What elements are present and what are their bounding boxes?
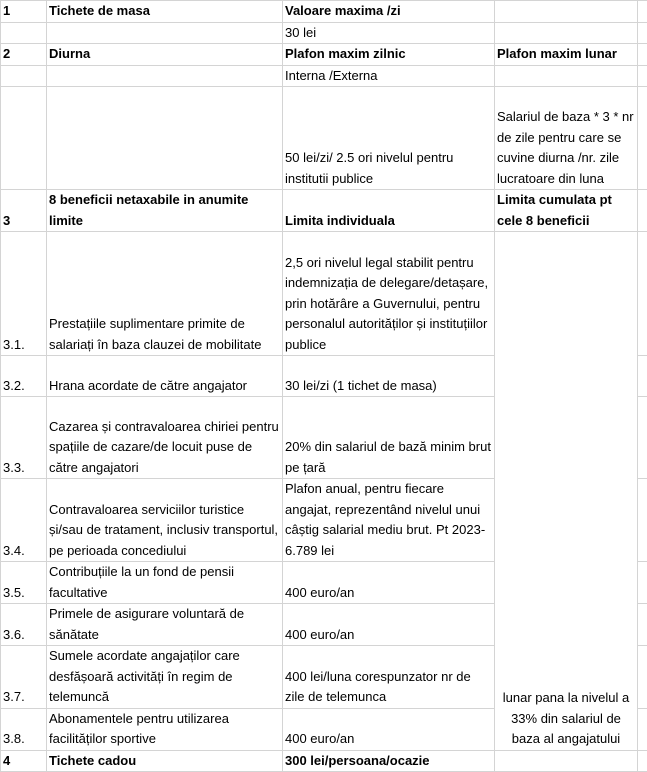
limit-value[interactable]: 300 lei/persoana/ocazie [283, 750, 495, 772]
row-number[interactable]: 3.4. [1, 479, 47, 562]
limit-value[interactable]: Plafon anual, pentru fiecare angajat, reprezentând nivelul unui câștig salarial mediu brut. Pt 2023-6.789 lei [283, 479, 495, 562]
limit-value[interactable]: 30 lei/zi (1 tichet de masa) [283, 356, 495, 397]
limit-value[interactable]: 2,5 ori nivelul legal stabilit pentru indemnizația de delegare/detașare, prin hotărâre a Guvernului, pentru personalul autorităților și instituțiilor publice [283, 232, 495, 356]
empty-cell[interactable] [1, 65, 47, 87]
scope-value[interactable]: Interna /Externa [283, 65, 495, 87]
row-number[interactable]: 1 [1, 1, 47, 23]
empty-cell[interactable] [495, 1, 638, 23]
row-number[interactable]: 3.3. [1, 397, 47, 479]
limit-value[interactable]: 20% din salariul de bază minim brut pe țară [283, 397, 495, 479]
benefit-label[interactable]: Contribuțiile la un fond de pensii facultative [47, 562, 283, 604]
empty-cell[interactable] [638, 646, 647, 709]
empty-cell[interactable] [47, 22, 283, 44]
row-number[interactable]: 3.6. [1, 604, 47, 646]
benefit-label[interactable]: Diurna [47, 44, 283, 66]
row-number[interactable]: 3.2. [1, 356, 47, 397]
benefit-label[interactable]: Primele de asigurare voluntară de sănătate [47, 604, 283, 646]
empty-cell[interactable] [1, 22, 47, 44]
empty-cell[interactable] [638, 397, 647, 479]
cumulative-header[interactable]: Limita cumulata pt cele 8 beneficii [495, 190, 638, 232]
row-number[interactable]: 3.1. [1, 232, 47, 356]
row-number[interactable]: 3 [1, 190, 47, 232]
row-number[interactable]: 3.7. [1, 646, 47, 709]
monthly-value[interactable]: Salariul de baza * 3 * nr de zile pentru care se cuvine diurna /nr. zile lucratoare din luna [495, 87, 638, 190]
limit-value[interactable]: 400 euro/an [283, 604, 495, 646]
table-row [1, 87, 647, 190]
empty-cell[interactable] [47, 65, 283, 87]
benefit-label[interactable]: Tichete cadou [47, 750, 283, 772]
empty-cell[interactable] [638, 232, 647, 356]
row-number[interactable]: 2 [1, 44, 47, 66]
limit-value[interactable]: 400 lei/luna corespunzator nr de zile de telemunca [283, 646, 495, 709]
empty-cell[interactable] [495, 22, 638, 44]
table-row [1, 22, 647, 44]
benefit-label[interactable]: Tichete de masa [47, 1, 283, 23]
table-row [1, 1, 647, 23]
empty-cell[interactable] [638, 479, 647, 562]
limit-value[interactable]: 400 euro/an [283, 562, 495, 604]
empty-cell[interactable] [638, 22, 647, 44]
benefit-label[interactable]: Hrana acordate de către angajator [47, 356, 283, 397]
row-number[interactable]: 3.8. [1, 708, 47, 750]
empty-cell[interactable] [638, 190, 647, 232]
row-number[interactable]: 3.5. [1, 562, 47, 604]
limit-value[interactable]: 30 lei [283, 22, 495, 44]
table-row [1, 232, 647, 356]
benefit-label[interactable]: 8 beneficii netaxabile in anumite limite [47, 190, 283, 232]
empty-cell[interactable] [638, 65, 647, 87]
table-row [1, 190, 647, 232]
empty-cell[interactable] [638, 708, 647, 750]
benefit-label[interactable]: Cazarea și contravaloarea chiriei pentru spațiile de cazare/de locuit puse de către angajatori [47, 397, 283, 479]
table-row [1, 44, 647, 66]
row-number[interactable]: 4 [1, 750, 47, 772]
empty-cell[interactable] [638, 87, 647, 190]
table-row [1, 65, 647, 87]
limit-header[interactable]: Limita individuala [283, 190, 495, 232]
empty-cell[interactable] [638, 44, 647, 66]
limit-header[interactable]: Valoare maxima /zi [283, 1, 495, 23]
benefit-label[interactable]: Contravaloarea serviciilor turistice și/sau de tratament, inclusiv transportul, pe perioada concediului [47, 479, 283, 562]
empty-cell[interactable] [47, 87, 283, 190]
monthly-header[interactable]: Plafon maxim lunar [495, 44, 638, 66]
limit-header[interactable]: Plafon maxim zilnic [283, 44, 495, 66]
limit-value[interactable]: 400 euro/an [283, 708, 495, 750]
cumulative-value[interactable]: lunar pana la nivelul a 33% din salariul de baza al angajatului [495, 232, 638, 751]
empty-cell[interactable] [495, 65, 638, 87]
empty-cell[interactable] [638, 356, 647, 397]
empty-cell[interactable] [638, 562, 647, 604]
limit-value[interactable]: 50 lei/zi/ 2.5 ori nivelul pentru institutii publice [283, 87, 495, 190]
empty-cell[interactable] [638, 1, 647, 23]
benefit-label[interactable]: Prestațiile suplimentare primite de salariați în baza clauzei de mobilitate [47, 232, 283, 356]
empty-cell[interactable] [1, 87, 47, 190]
benefit-label[interactable]: Sumele acordate angajaților care desfășoară activități în regim de telemuncă [47, 646, 283, 709]
empty-cell[interactable] [638, 604, 647, 646]
benefit-label[interactable]: Abonamentele pentru utilizarea facilităților sportive [47, 708, 283, 750]
